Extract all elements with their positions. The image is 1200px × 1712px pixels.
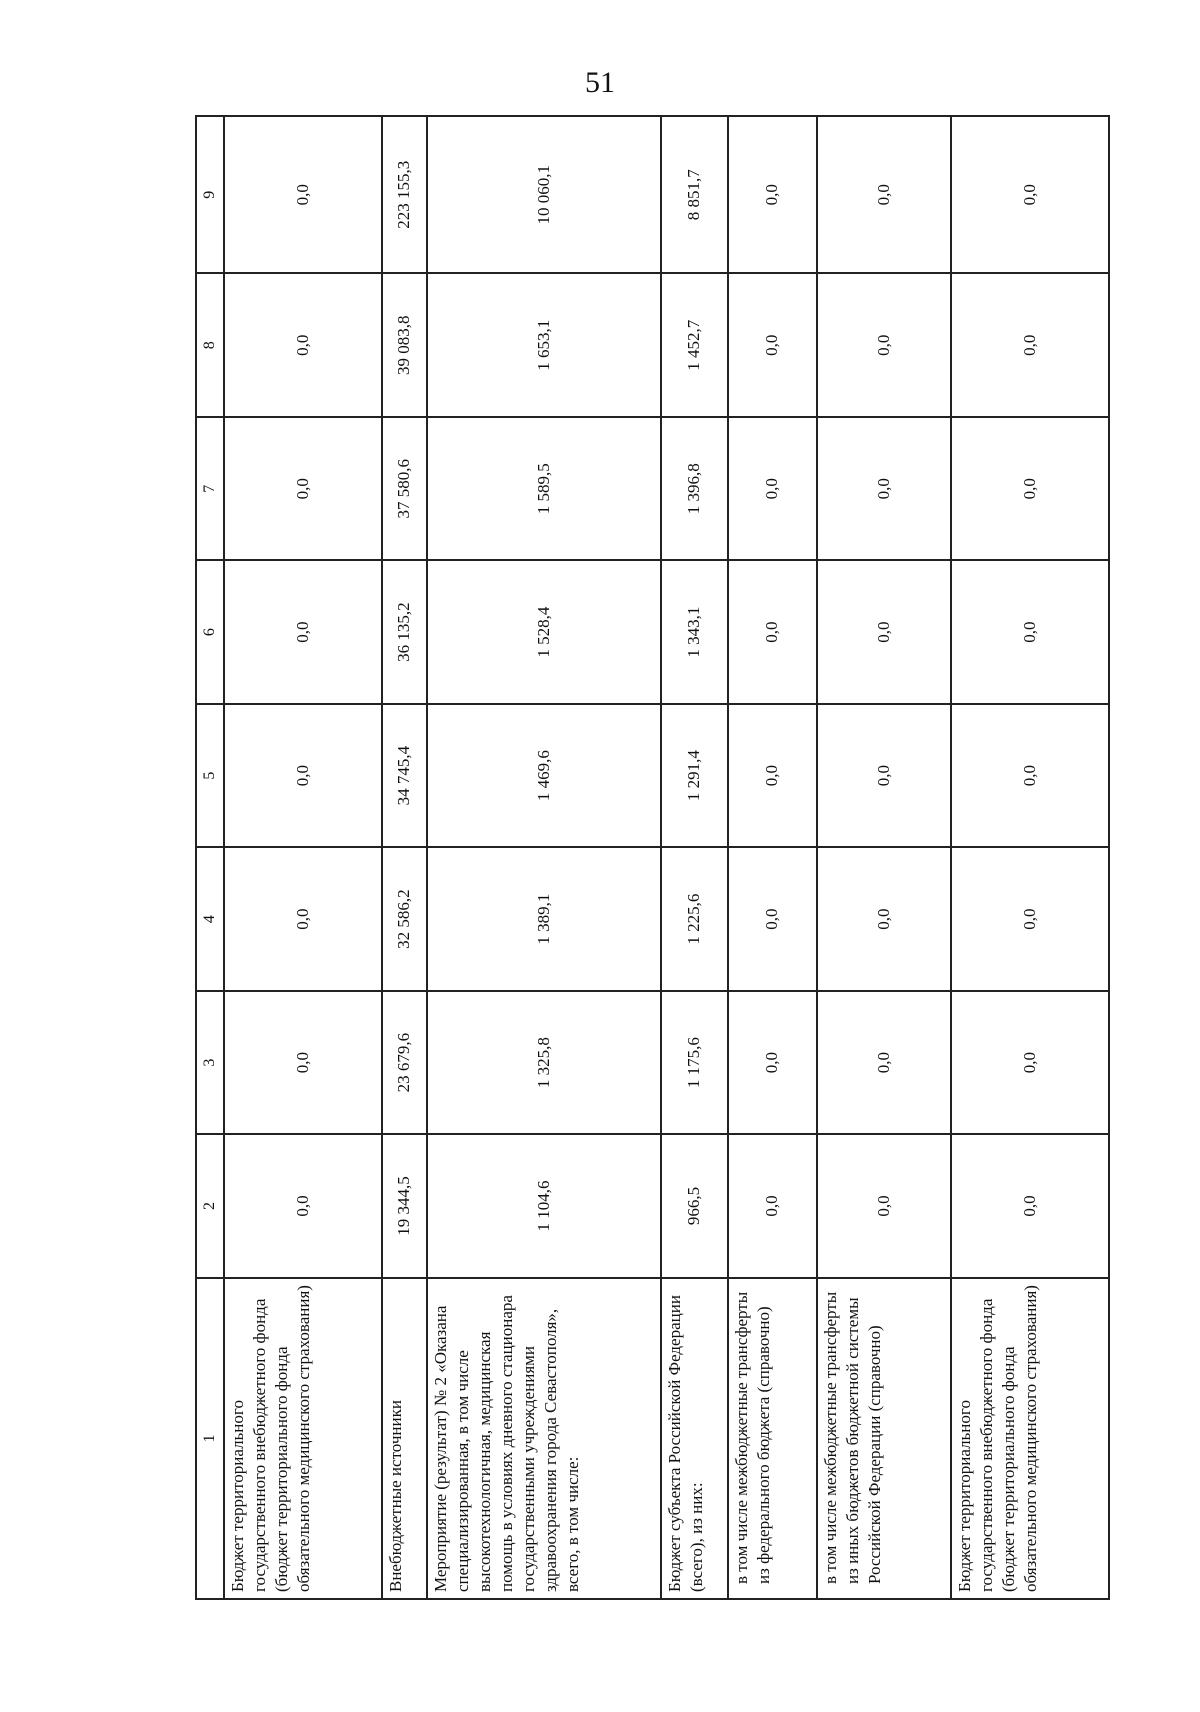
financing-table (195, 115, 1110, 1600)
table-cell: 1 452,7 (661, 274, 727, 417)
column-header: 3 (196, 991, 224, 1134)
table-cell: 1 469,6 (427, 704, 661, 847)
table-cell: 0,0 (728, 991, 817, 1134)
row-label: Мероприятие (результат) № 2 «Оказана специализированная, в том числе высокотехнологичная, медицинская помощь в условиях дневного стационара государственными учреждениями здравоохранения города Севастополя», всего, в том числе: (427, 1278, 661, 1599)
table-cell: 0,0 (224, 847, 382, 990)
table-cell: 1 291,4 (661, 704, 727, 847)
table-row (817, 116, 952, 1599)
table-cell: 0,0 (728, 847, 817, 990)
table-cell: 1 343,1 (661, 560, 727, 703)
table-cell: 0,0 (817, 991, 952, 1134)
column-header: 2 (196, 1134, 224, 1277)
table-cell: 223 155,3 (382, 116, 428, 274)
table-cell: 1 225,6 (661, 847, 727, 990)
table-cell: 1 653,1 (427, 274, 661, 417)
column-header: 1 (196, 1278, 224, 1599)
column-header: 7 (196, 417, 224, 560)
table-cell: 0,0 (817, 274, 952, 417)
table-cell: 36 135,2 (382, 560, 428, 703)
row-label: Внебюджетные источники (382, 1278, 428, 1599)
table-cell: 0,0 (224, 116, 382, 274)
page-number: 51 (585, 66, 615, 99)
table-cell: 0,0 (951, 417, 1109, 560)
rotated-table-container (195, 115, 1110, 1600)
table-cell: 0,0 (951, 847, 1109, 990)
column-header: 4 (196, 847, 224, 990)
table-cell: 32 586,2 (382, 847, 428, 990)
table-cell: 0,0 (817, 1134, 952, 1277)
table-cell: 23 679,6 (382, 991, 428, 1134)
column-header: 5 (196, 704, 224, 847)
row-label: в том числе межбюджетные трансферты из федерального бюджета (справочно) (728, 1278, 817, 1599)
table-cell: 0,0 (951, 704, 1109, 847)
table-cell: 0,0 (951, 274, 1109, 417)
row-label: Бюджет территориального государственного внебюджетного фонда (бюджет территориального фонда обязательного медицинского страхования) (951, 1278, 1109, 1599)
column-header: 6 (196, 560, 224, 703)
table-cell: 19 344,5 (382, 1134, 428, 1277)
column-header: 9 (196, 116, 224, 274)
table-row (951, 116, 1109, 1599)
table-row (382, 116, 428, 1599)
table-cell: 0,0 (951, 560, 1109, 703)
row-label: Бюджет территориального государственного внебюджетного фонда (бюджет территориального фонда обязательного медицинского страхования) (224, 1278, 382, 1599)
table-cell: 1 325,8 (427, 991, 661, 1134)
table-row (224, 116, 382, 1599)
table-cell: 1 175,6 (661, 991, 727, 1134)
table-cell: 0,0 (817, 417, 952, 560)
table-cell: 10 060,1 (427, 116, 661, 274)
table-cell: 0,0 (817, 560, 952, 703)
table-cell: 8 851,7 (661, 116, 727, 274)
table-cell: 1 396,8 (661, 417, 727, 560)
table-cell: 34 745,4 (382, 704, 428, 847)
table-row (728, 116, 817, 1599)
table-cell: 37 580,6 (382, 417, 428, 560)
table-header-row (196, 116, 224, 1599)
table-cell: 0,0 (728, 1134, 817, 1277)
table-cell: 0,0 (951, 1134, 1109, 1277)
table-cell: 0,0 (817, 116, 952, 274)
table-cell: 0,0 (224, 274, 382, 417)
table-cell: 0,0 (224, 704, 382, 847)
table-cell: 0,0 (728, 274, 817, 417)
column-header: 8 (196, 274, 224, 417)
table-cell: 1 528,4 (427, 560, 661, 703)
table-cell: 0,0 (951, 116, 1109, 274)
table-cell: 0,0 (728, 704, 817, 847)
table-cell: 0,0 (728, 116, 817, 274)
table-cell: 0,0 (224, 1134, 382, 1277)
table-cell: 0,0 (224, 417, 382, 560)
table-row (661, 116, 727, 1599)
table-cell: 0,0 (728, 417, 817, 560)
table-cell: 0,0 (728, 560, 817, 703)
table-cell: 0,0 (951, 991, 1109, 1134)
row-label: в том числе межбюджетные трансферты из иных бюджетов бюджетной системы Российской Федерации (справочно) (817, 1278, 952, 1599)
table-cell: 1 104,6 (427, 1134, 661, 1277)
table-cell: 0,0 (224, 560, 382, 703)
table-cell: 1 389,1 (427, 847, 661, 990)
table-cell: 0,0 (817, 847, 952, 990)
table-cell: 0,0 (224, 991, 382, 1134)
table-cell: 966,5 (661, 1134, 727, 1277)
table-row (427, 116, 661, 1599)
row-label: Бюджет субъекта Российской Федерации (всего), из них: (661, 1278, 727, 1599)
table-cell: 0,0 (817, 704, 952, 847)
table-cell: 1 589,5 (427, 417, 661, 560)
table-cell: 39 083,8 (382, 274, 428, 417)
